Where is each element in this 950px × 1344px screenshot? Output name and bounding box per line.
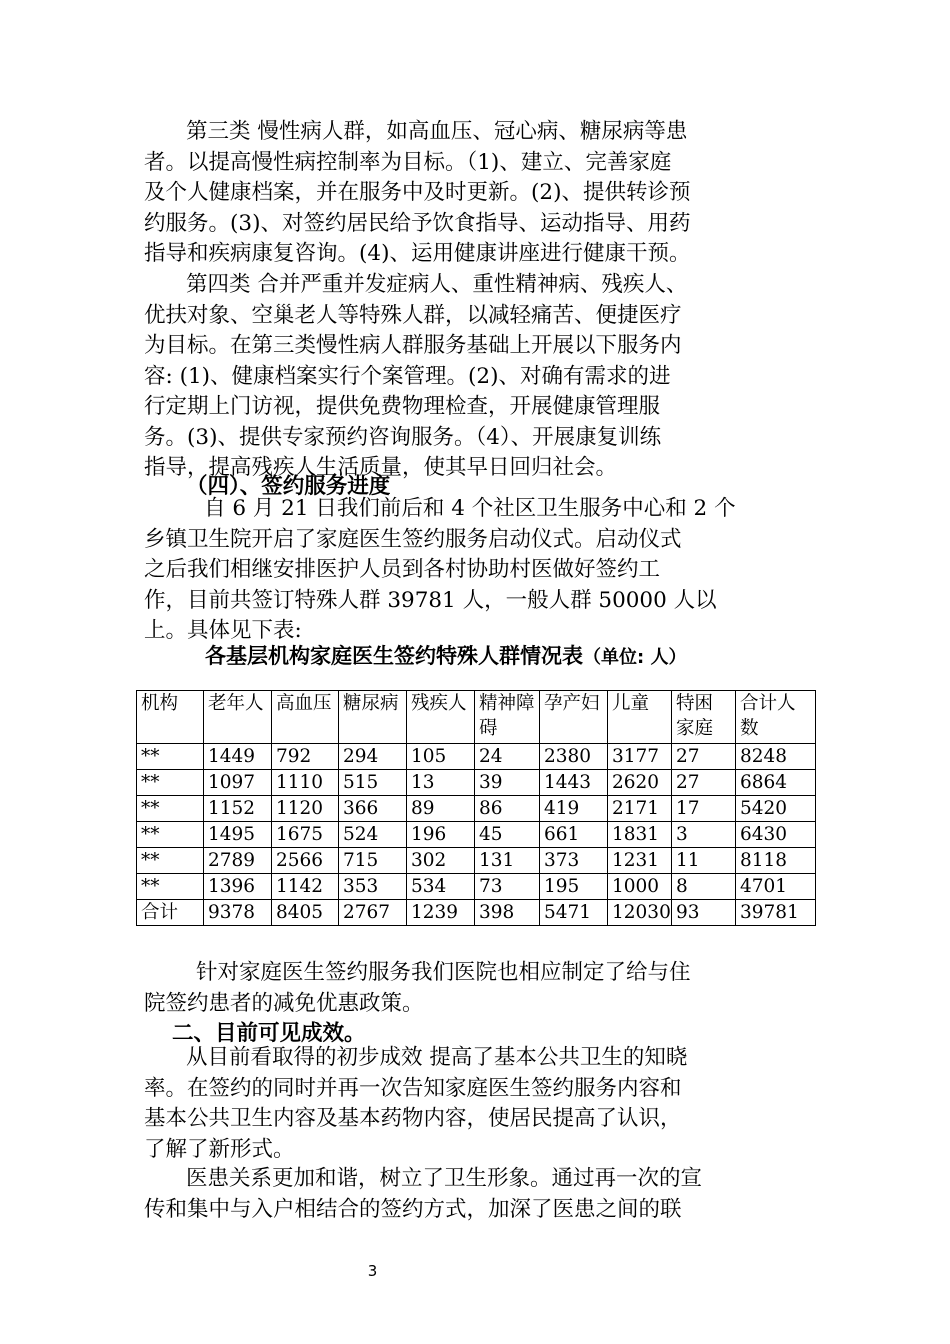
paragraph-policy <box>144 958 804 1019</box>
table-cell: ** <box>137 744 204 770</box>
table-cell: 2620 <box>608 770 672 796</box>
table-cell: 2566 <box>272 848 339 874</box>
table-cell: 13 <box>407 770 475 796</box>
table-cell: 524 <box>339 822 407 848</box>
text-line: 基本公共卫生内容及基本药物内容，使居民提高了认识， <box>144 1106 682 1131</box>
paragraph-relationship <box>144 1164 804 1225</box>
table-cell: 3177 <box>608 744 672 770</box>
table-cell: 45 <box>475 822 540 848</box>
table-cell: 515 <box>339 770 407 796</box>
text-line: 传和集中与入户相结合的签约方式，加深了医患之间的联 <box>144 1196 682 1222</box>
table-cell: 2171 <box>608 796 672 822</box>
table-cell: 93 <box>672 900 736 926</box>
text-line: 院签约患者的减免优惠政策。 <box>144 990 424 1016</box>
table-cell: 105 <box>407 744 475 770</box>
section-heading-results: 二、目前可见成效。 <box>172 1021 366 1046</box>
table-cell: 534 <box>407 874 475 900</box>
table-cell: 8 <box>672 874 736 900</box>
table-total-row <box>137 900 816 926</box>
table-cell: 196 <box>407 822 475 848</box>
table-cell: ** <box>137 822 204 848</box>
header-cell: 残疾人 <box>407 691 475 744</box>
table-cell: 1396 <box>204 874 272 900</box>
text-line: 指导，提高残疾人生活质量，使其早日回归社会。 <box>144 455 618 480</box>
paragraph-chronic-disease <box>144 117 804 270</box>
header-cell: 高血压 <box>272 691 339 744</box>
text-line: 容: (1)、健康档案实行个案管理。(2)、对确有需求的进 <box>144 363 671 389</box>
text-line: 第四类 合并严重并发症病人、重性精神病、残疾人、 <box>186 272 688 297</box>
text-line: 为目标。在第三类慢性病人群服务基础上开展以下服务内 <box>144 333 682 358</box>
table-cell: 17 <box>672 796 736 822</box>
table-cell: 131 <box>475 848 540 874</box>
table-cell: 73 <box>475 874 540 900</box>
text-line: 了解了新形式。 <box>144 1136 295 1162</box>
text-line: 自 6 月 21 日我们前后和 4 个社区卫生服务中心和 2 个 <box>204 496 736 521</box>
table-row <box>137 744 816 770</box>
table-title: 各基层机构家庭医生签约特殊人群情况表 <box>205 644 583 668</box>
table-cell: 1110 <box>272 770 339 796</box>
table-cell: 1495 <box>204 822 272 848</box>
table-cell: 792 <box>272 744 339 770</box>
table-row <box>137 848 816 874</box>
table-cell: ** <box>137 770 204 796</box>
header-cell: 孕产妇 <box>540 691 608 744</box>
table-cell: 5420 <box>736 796 816 822</box>
table-cell: 39781 <box>736 900 816 926</box>
text-line: 从目前看取得的初步成效 提高了基本公共卫生的知晓 <box>186 1045 688 1070</box>
table-cell: 8118 <box>736 848 816 874</box>
table-cell: 1443 <box>540 770 608 796</box>
text-line: 率。在签约的同时并再一次告知家庭医生签约服务内容和 <box>144 1075 682 1101</box>
table-cell: ** <box>137 796 204 822</box>
table-row <box>137 770 816 796</box>
table-cell: 合计 <box>137 900 204 926</box>
signing-statistics-table <box>136 690 816 926</box>
table-cell: 6430 <box>736 822 816 848</box>
table-cell: 398 <box>475 900 540 926</box>
section-heading-progress: （四）、签约服务进度 <box>186 474 391 499</box>
table-cell: 294 <box>339 744 407 770</box>
text-line: 指导和疾病康复咨询。(4)、运用健康讲座进行健康干预。 <box>144 241 691 266</box>
table-cell: 89 <box>407 796 475 822</box>
table-unit: （单位: 人） <box>583 647 687 668</box>
table-cell: 27 <box>672 744 736 770</box>
table-cell: 12030 <box>608 900 672 926</box>
text-line: 行定期上门访视，提供免费物理检查，开展健康管理服 <box>144 394 661 419</box>
header-cell: 合计人数 <box>736 691 816 744</box>
table-cell: 1000 <box>608 874 672 900</box>
text-line: 者。以提高慢性病控制率为目标。（1)、建立、完善家庭 <box>144 149 672 175</box>
table-cell: 1675 <box>272 822 339 848</box>
table-cell: 2767 <box>339 900 407 926</box>
text-line: 之后我们相继安排医护人员到各村协助村医做好签约工 <box>144 557 661 582</box>
table-cell: 195 <box>540 874 608 900</box>
text-line: 约服务。(3)、对签约居民给予饮食指导、运动指导、用药 <box>144 210 691 236</box>
table-header-row <box>137 691 816 744</box>
header-cell: 机构 <box>137 691 204 744</box>
text-line: 医患关系更加和谐，树立了卫生形象。通过再一次的宣 <box>186 1166 703 1191</box>
table-cell: 1097 <box>204 770 272 796</box>
table-cell: ** <box>137 874 204 900</box>
table-cell: 4701 <box>736 874 816 900</box>
table-cell: 302 <box>407 848 475 874</box>
paragraph-awareness <box>144 1043 804 1165</box>
text-line: 乡镇卫生院开启了家庭医生签约服务启动仪式。启动仪式 <box>144 526 682 552</box>
table-cell: 419 <box>540 796 608 822</box>
table-cell: 373 <box>540 848 608 874</box>
text-line: 针对家庭医生签约服务我们医院也相应制定了给与住 <box>196 960 691 985</box>
table-cell: 1449 <box>204 744 272 770</box>
table-cell: ** <box>137 848 204 874</box>
table-cell: 8248 <box>736 744 816 770</box>
table-cell: 8405 <box>272 900 339 926</box>
text-line: 作，目前共签订特殊人群 39781 人，一般人群 50000 人以 <box>144 587 717 613</box>
header-cell: 儿童 <box>608 691 672 744</box>
header-cell: 老年人 <box>204 691 272 744</box>
table-cell: 27 <box>672 770 736 796</box>
page-number: 3 <box>367 1262 378 1280</box>
table-cell: 11 <box>672 848 736 874</box>
text-line: 务。(3)、提供专家预约咨询服务。（4）、开展康复训练 <box>144 424 662 450</box>
table-cell: 715 <box>339 848 407 874</box>
paragraph-special-population <box>144 270 804 484</box>
table-cell: 1231 <box>608 848 672 874</box>
table-cell: 2380 <box>540 744 608 770</box>
header-cell: 精神障碍 <box>475 691 540 744</box>
table-cell: 353 <box>339 874 407 900</box>
table-cell: 1831 <box>608 822 672 848</box>
table-cell: 3 <box>672 822 736 848</box>
table-cell: 9378 <box>204 900 272 926</box>
table-row <box>137 874 816 900</box>
table-cell: 24 <box>475 744 540 770</box>
header-cell: 糖尿病 <box>339 691 407 744</box>
text-line: 上。具体见下表: <box>144 618 302 643</box>
table-cell: 5471 <box>540 900 608 926</box>
table-cell: 39 <box>475 770 540 796</box>
header-cell: 特困家庭 <box>672 691 736 744</box>
table-cell: 86 <box>475 796 540 822</box>
table-caption <box>205 640 686 670</box>
table-cell: 1142 <box>272 874 339 900</box>
table-cell: 1239 <box>407 900 475 926</box>
text-line: 优扶对象、空巢老人等特殊人群，以减轻痛苦、便捷医疗 <box>144 302 682 328</box>
table-cell: 1152 <box>204 796 272 822</box>
table-cell: 6864 <box>736 770 816 796</box>
table-row <box>137 822 816 848</box>
text-line: 及个人健康档案，并在服务中及时更新。(2)、提供转诊预 <box>144 180 691 205</box>
table-cell: 1120 <box>272 796 339 822</box>
paragraph-progress <box>144 494 804 647</box>
table-cell: 366 <box>339 796 407 822</box>
table-cell: 661 <box>540 822 608 848</box>
text-line: 第三类 慢性病人群，如高血压、冠心病、糖尿病等患 <box>186 119 688 144</box>
table-cell: 2789 <box>204 848 272 874</box>
table-row <box>137 796 816 822</box>
